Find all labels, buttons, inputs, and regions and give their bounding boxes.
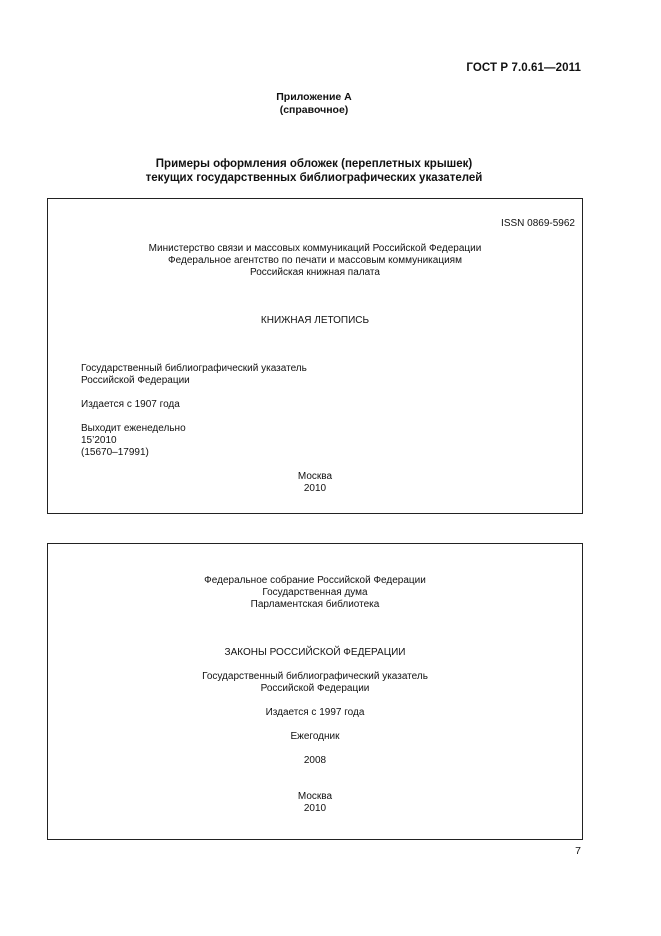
publication-type-line-2: Российской Федерации [81, 375, 190, 386]
issn: ISSN 0869-5962 [501, 218, 575, 229]
publication-title: ЗАКОНЫ РОССИЙСКОЙ ФЕДЕРАЦИИ [224, 647, 406, 658]
publication-type-line-2: Российской Федерации [260, 683, 370, 694]
frequency: Ежегодник [290, 731, 340, 742]
year: 2010 [303, 803, 327, 814]
cover-example-2 [47, 543, 583, 840]
org-line-2: Государственная дума [262, 587, 368, 598]
section-title [0, 157, 628, 185]
org-line-1: Министерство связи и массовых коммуникаций Российской Федерации [148, 243, 482, 254]
annex-title: Приложение А [276, 91, 352, 103]
issue-number: 15’2010 [81, 435, 117, 446]
city: Москва [297, 791, 333, 802]
published-since: Издается с 1997 года [265, 707, 365, 718]
org-line-2: Федеральное агентство по печати и массовым коммуникациям [168, 255, 462, 266]
section-title-line2: текущих государственных библиографических указателей [145, 172, 483, 184]
org-line-3: Парламентская библиотека [250, 599, 380, 610]
cover-example-1 [47, 198, 583, 514]
page-number: 7 [575, 845, 581, 857]
section-title-line1: Примеры оформления обложек (переплетных крышек) [155, 158, 473, 170]
issue-range: (15670–17991) [81, 447, 149, 458]
publication-type-line-1: Государственный библиографический указатель [81, 363, 307, 374]
city: Москва [297, 471, 333, 482]
published-since: Издается с 1907 года [81, 399, 180, 410]
publication-type-line-1: Государственный библиографический указатель [202, 671, 428, 682]
frequency: Выходит еженедельно [81, 423, 186, 434]
annex-heading [0, 91, 628, 117]
year: 2010 [303, 483, 327, 494]
org-line-1: Федеральное собрание Российской Федерации [204, 575, 426, 586]
org-line-3: Российская книжная палата [250, 267, 380, 278]
publication-title: КНИЖНАЯ ЛЕТОПИСЬ [260, 315, 370, 326]
standard-id: ГОСТ Р 7.0.61—2011 [466, 62, 581, 74]
annex-subtitle: (справочное) [279, 104, 349, 116]
issue-year: 2008 [303, 755, 327, 766]
